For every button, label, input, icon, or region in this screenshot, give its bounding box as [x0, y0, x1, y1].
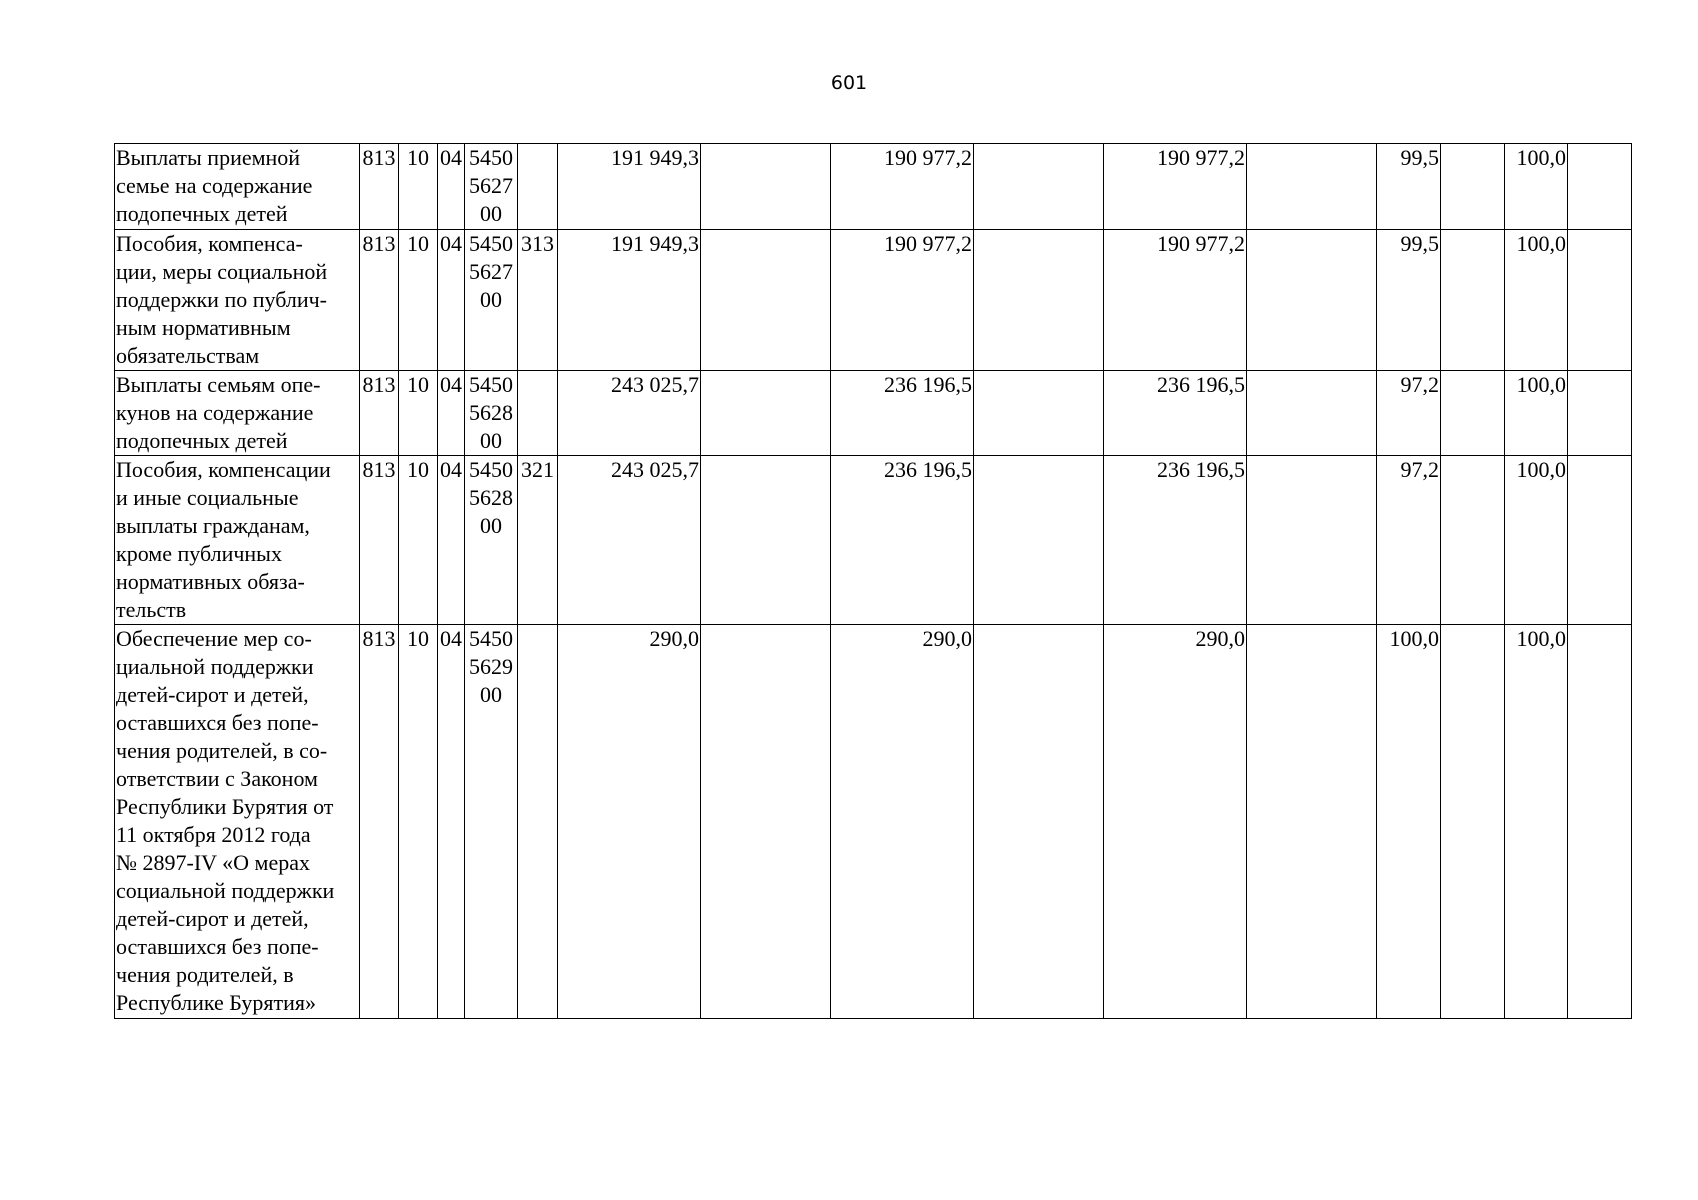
executed-amount-cell: 190 977,2: [1104, 230, 1247, 371]
executed-amount-cell: 290,0: [1104, 625, 1247, 1019]
row-name-cell-line: и иные социальные: [116, 485, 299, 510]
row-name-cell-line: циальной поддержки: [116, 654, 314, 679]
row-name-cell-line: 11 октября 2012 года: [116, 822, 311, 847]
target-article-cell-line: 5450: [469, 231, 513, 256]
empty-cell: [1568, 144, 1632, 230]
target-article-cell-line: 5450: [469, 145, 513, 170]
grbs-code-cell: 813: [360, 230, 399, 371]
empty-cell: [1568, 230, 1632, 371]
row-name-cell-line: детей-сирот и детей,: [116, 682, 309, 707]
section-code-cell: 10: [399, 625, 438, 1019]
row-name-cell-line: Обеспечение мер со-: [116, 626, 312, 651]
row-name-cell-line: подопечных детей: [116, 428, 288, 453]
empty-cell: [1247, 230, 1377, 371]
page-number: 601: [830, 72, 868, 94]
subsection-code-cell: 04: [438, 144, 465, 230]
target-article-cell-line: 00: [480, 682, 502, 707]
row-name-cell-line: социальной поддержки: [116, 878, 335, 903]
expense-type-cell: [518, 371, 558, 456]
planned-amount-cell: 243 025,7: [558, 371, 701, 456]
empty-cell: [701, 144, 831, 230]
approved-amount-cell: 290,0: [831, 625, 974, 1019]
table-row: [115, 371, 1632, 456]
approved-amount-cell: 190 977,2: [831, 144, 974, 230]
empty-cell: [974, 144, 1104, 230]
table-row: [115, 144, 1632, 230]
empty-cell: [1441, 456, 1505, 625]
percent-approved-cell: 100,0: [1505, 625, 1568, 1019]
row-name-cell-line: № 2897-IV «О мерах: [116, 850, 310, 875]
approved-amount-cell: 236 196,5: [831, 456, 974, 625]
target-article-cell: [465, 230, 518, 371]
row-name-cell-line: нормативных обяза-: [116, 569, 305, 594]
percent-approved-cell: 100,0: [1505, 456, 1568, 625]
target-article-cell-line: 00: [480, 287, 502, 312]
target-article-cell-line: 5450: [469, 372, 513, 397]
row-name-cell: [115, 230, 360, 371]
row-name-cell-line: тельств: [116, 597, 187, 622]
row-name-cell-line: Выплаты приемной: [116, 145, 301, 170]
row-name-cell-line: кроме публичных: [116, 541, 282, 566]
target-article-cell-line: 5627: [469, 173, 513, 198]
row-name-cell-line: кунов на содержание: [116, 400, 314, 425]
target-article-cell-line: 00: [480, 428, 502, 453]
percent-approved-cell: 100,0: [1505, 230, 1568, 371]
empty-cell: [1568, 371, 1632, 456]
table-row: [115, 456, 1632, 625]
table-body: [115, 144, 1632, 1019]
approved-amount-cell: 190 977,2: [831, 230, 974, 371]
planned-amount-cell: 243 025,7: [558, 456, 701, 625]
target-article-cell-line: 5628: [469, 400, 513, 425]
row-name-cell: [115, 371, 360, 456]
target-article-cell: [465, 371, 518, 456]
empty-cell: [1247, 625, 1377, 1019]
subsection-code-cell: 04: [438, 371, 465, 456]
empty-cell: [974, 625, 1104, 1019]
percent-plan-cell: 100,0: [1377, 625, 1441, 1019]
row-name-cell-line: поддержки по публич-: [116, 287, 327, 312]
percent-plan-cell: 97,2: [1377, 371, 1441, 456]
empty-cell: [1568, 456, 1632, 625]
empty-cell: [701, 456, 831, 625]
grbs-code-cell: 813: [360, 144, 399, 230]
row-name-cell-line: чения родителей, в: [116, 962, 294, 987]
executed-amount-cell: 190 977,2: [1104, 144, 1247, 230]
row-name-cell: [115, 625, 360, 1019]
row-name-cell: [115, 144, 360, 230]
target-article-cell-line: 5628: [469, 485, 513, 510]
planned-amount-cell: 290,0: [558, 625, 701, 1019]
empty-cell: [701, 625, 831, 1019]
executed-amount-cell: 236 196,5: [1104, 456, 1247, 625]
row-name-cell-line: обязательствам: [116, 343, 260, 368]
subsection-code-cell: 04: [438, 230, 465, 371]
target-article-cell-line: 5450: [469, 626, 513, 651]
empty-cell: [1441, 625, 1505, 1019]
empty-cell: [974, 456, 1104, 625]
section-code-cell: 10: [399, 144, 438, 230]
row-name-cell-line: детей-сирот и детей,: [116, 906, 309, 931]
budget-table: [114, 143, 1632, 1019]
target-article-cell-line: 00: [480, 201, 502, 226]
expense-type-cell: [518, 625, 558, 1019]
subsection-code-cell: 04: [438, 625, 465, 1019]
row-name-cell-line: ции, меры социальной: [116, 259, 328, 284]
percent-approved-cell: 100,0: [1505, 144, 1568, 230]
target-article-cell-line: 00: [480, 513, 502, 538]
row-name-cell: [115, 456, 360, 625]
table-row: [115, 625, 1632, 1019]
planned-amount-cell: 191 949,3: [558, 144, 701, 230]
subsection-code-cell: 04: [438, 456, 465, 625]
row-name-cell-line: выплаты гражданам,: [116, 513, 310, 538]
section-code-cell: 10: [399, 230, 438, 371]
row-name-cell-line: чения родителей, в со-: [116, 738, 328, 763]
empty-cell: [701, 371, 831, 456]
empty-cell: [1247, 371, 1377, 456]
expense-type-cell: [518, 144, 558, 230]
expense-type-cell: 321: [518, 456, 558, 625]
row-name-cell-line: оставшихся без попе-: [116, 934, 319, 959]
empty-cell: [974, 230, 1104, 371]
percent-approved-cell: 100,0: [1505, 371, 1568, 456]
row-name-cell-line: Пособия, компенсации: [116, 457, 331, 482]
empty-cell: [1441, 371, 1505, 456]
grbs-code-cell: 813: [360, 625, 399, 1019]
expense-type-cell: 313: [518, 230, 558, 371]
empty-cell: [701, 230, 831, 371]
planned-amount-cell: 191 949,3: [558, 230, 701, 371]
row-name-cell-line: Пособия, компенса-: [116, 231, 303, 256]
empty-cell: [1247, 144, 1377, 230]
empty-cell: [1568, 625, 1632, 1019]
empty-cell: [1441, 144, 1505, 230]
approved-amount-cell: 236 196,5: [831, 371, 974, 456]
empty-cell: [974, 371, 1104, 456]
row-name-cell-line: оставшихся без попе-: [116, 710, 319, 735]
target-article-cell: [465, 625, 518, 1019]
grbs-code-cell: 813: [360, 371, 399, 456]
target-article-cell-line: 5450: [469, 457, 513, 482]
row-name-cell-line: ответствии с Законом: [116, 766, 318, 791]
row-name-cell-line: Республике Бурятия»: [116, 990, 317, 1015]
target-article-cell: [465, 144, 518, 230]
percent-plan-cell: 99,5: [1377, 144, 1441, 230]
grbs-code-cell: 813: [360, 456, 399, 625]
row-name-cell-line: семье на содержание: [116, 173, 313, 198]
executed-amount-cell: 236 196,5: [1104, 371, 1247, 456]
target-article-cell-line: 5627: [469, 259, 513, 284]
row-name-cell-line: Республики Бурятия от: [116, 794, 334, 819]
empty-cell: [1441, 230, 1505, 371]
row-name-cell-line: ным нормативным: [116, 315, 291, 340]
table-row: [115, 230, 1632, 371]
section-code-cell: 10: [399, 371, 438, 456]
percent-plan-cell: 99,5: [1377, 230, 1441, 371]
percent-plan-cell: 97,2: [1377, 456, 1441, 625]
empty-cell: [1247, 456, 1377, 625]
row-name-cell-line: подопечных детей: [116, 201, 288, 226]
section-code-cell: 10: [399, 456, 438, 625]
target-article-cell-line: 5629: [469, 654, 513, 679]
target-article-cell: [465, 456, 518, 625]
row-name-cell-line: Выплаты семьям опе-: [116, 372, 321, 397]
